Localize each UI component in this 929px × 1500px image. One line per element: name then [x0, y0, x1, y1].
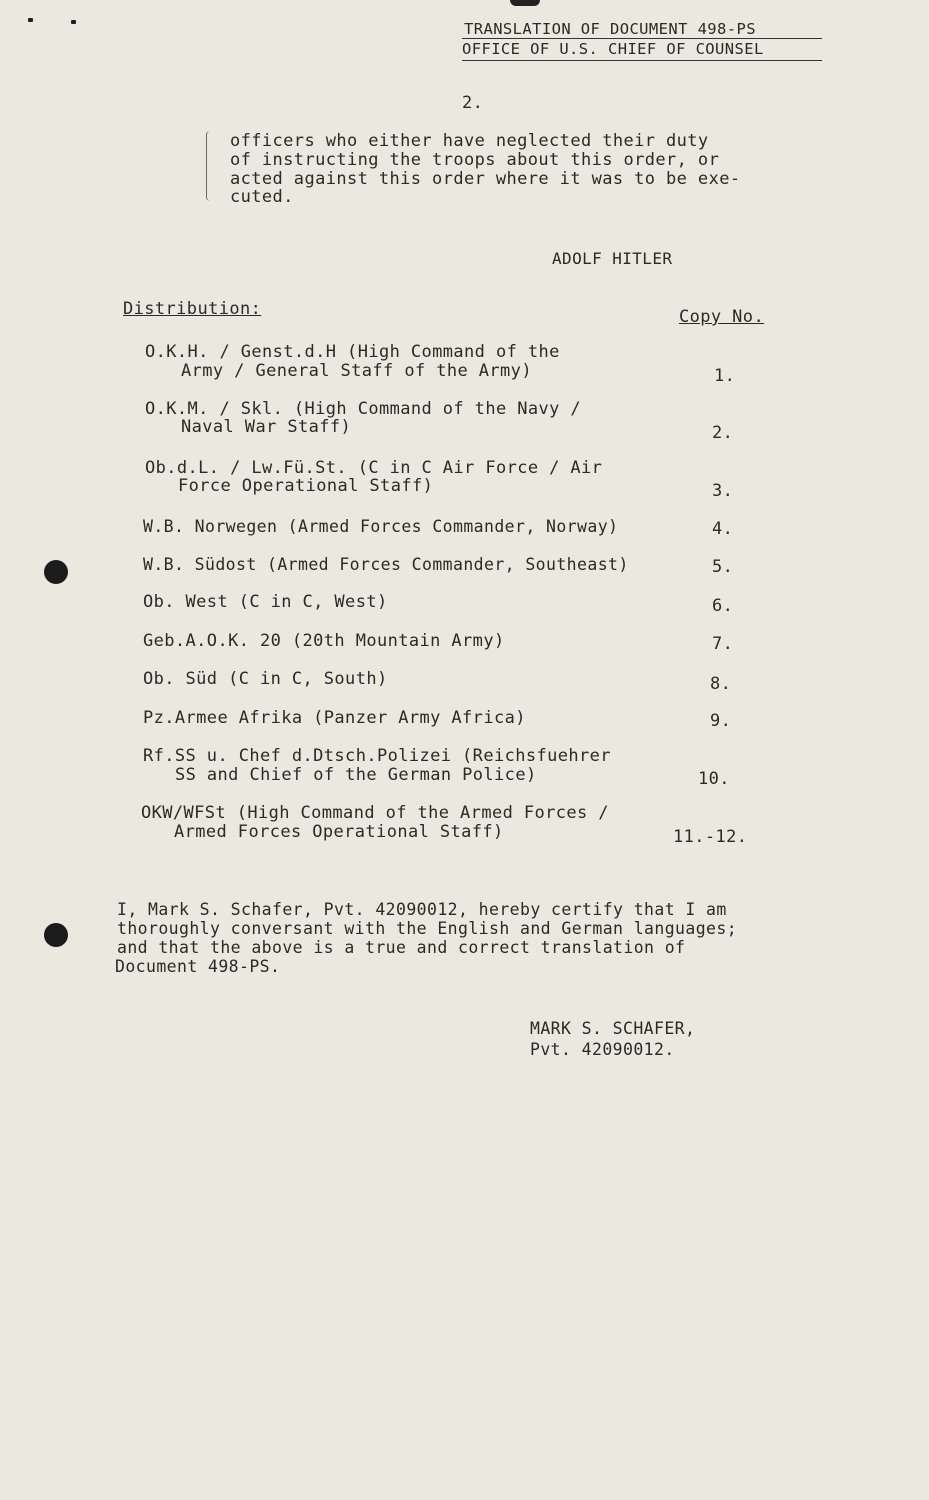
- recipient-line: Ob.d.L. / Lw.Fü.St. (C in C Air Force / Air: [145, 458, 603, 478]
- recipient-line: Ob. West (C in C, West): [143, 592, 388, 612]
- paragraph-line: officers who either have neglected their duty: [230, 131, 709, 151]
- copy-number: 11.-12.: [673, 827, 748, 847]
- certification-line: thoroughly conversant with the English and German languages;: [117, 919, 738, 938]
- header-rule-bottom: [462, 60, 822, 61]
- recipient-line: Armed Forces Operational Staff): [174, 822, 504, 842]
- header-line-1: TRANSLATION OF DOCUMENT 498-PS: [464, 20, 756, 38]
- copy-number: 9.: [710, 711, 732, 731]
- recipient-line: O.K.H. / Genst.d.H (High Command of the: [145, 342, 560, 362]
- recipient-line: OKW/WFSt (High Command of the Armed Forces /: [141, 803, 609, 823]
- punch-hole: [44, 923, 68, 947]
- recipient-line: Pz.Armee Afrika (Panzer Army Africa): [143, 708, 526, 728]
- margin-bracket: [206, 131, 213, 201]
- paragraph-line: acted against this order where it was to be exe-: [230, 169, 741, 189]
- page-number: 2.: [462, 93, 484, 113]
- copy-number-header: Copy No.: [679, 307, 765, 327]
- recipient-line: Force Operational Staff): [178, 476, 434, 496]
- translator-rank: Pvt. 42090012.: [530, 1040, 675, 1059]
- distribution-label: Distribution:: [123, 299, 262, 319]
- copy-number: 5.: [712, 557, 734, 577]
- recipient-line: Ob. Süd (C in C, South): [143, 669, 388, 689]
- recipient-line: Army / General Staff of the Army): [181, 361, 532, 381]
- copy-number: 3.: [712, 481, 734, 501]
- copy-number: 7.: [712, 634, 734, 654]
- punch-hole: [44, 560, 68, 584]
- recipient-line: Naval War Staff): [181, 417, 352, 437]
- header-rule-top: [462, 38, 822, 39]
- copy-number: 8.: [710, 674, 732, 694]
- recipient-line: O.K.M. / Skl. (High Command of the Navy /: [145, 399, 582, 419]
- certification-line: I, Mark S. Schafer, Pvt. 42090012, hereby certify that I am: [117, 900, 727, 919]
- copy-number: 10.: [698, 769, 730, 789]
- header-line-2: OFFICE OF U.S. CHIEF OF COUNSEL: [462, 40, 764, 58]
- ink-speck: [71, 20, 76, 24]
- copy-number: 4.: [712, 519, 734, 539]
- recipient-line: Rf.SS u. Chef d.Dtsch.Polizei (Reichsfuehrer: [143, 746, 611, 766]
- copy-number: 2.: [712, 423, 734, 443]
- paragraph-line: of instructing the troops about this order, or: [230, 150, 720, 170]
- translator-name: MARK S. SCHAFER,: [530, 1019, 696, 1038]
- copy-number: 1.: [714, 366, 736, 386]
- certification-line: Document 498-PS.: [115, 957, 281, 976]
- recipient-line: Geb.A.O.K. 20 (20th Mountain Army): [143, 631, 505, 651]
- certification-line: and that the above is a true and correct translation of: [117, 938, 686, 957]
- paragraph-line: cuted.: [230, 187, 294, 207]
- recipient-line: W.B. Südost (Armed Forces Commander, Southeast): [143, 555, 629, 574]
- paper-tear-mark: [510, 0, 540, 6]
- recipient-line: W.B. Norwegen (Armed Forces Commander, Norway): [143, 517, 619, 536]
- copy-number: 6.: [712, 596, 734, 616]
- ink-speck: [28, 18, 33, 22]
- signature: ADOLF HITLER: [552, 249, 673, 268]
- recipient-line: SS and Chief of the German Police): [175, 765, 537, 785]
